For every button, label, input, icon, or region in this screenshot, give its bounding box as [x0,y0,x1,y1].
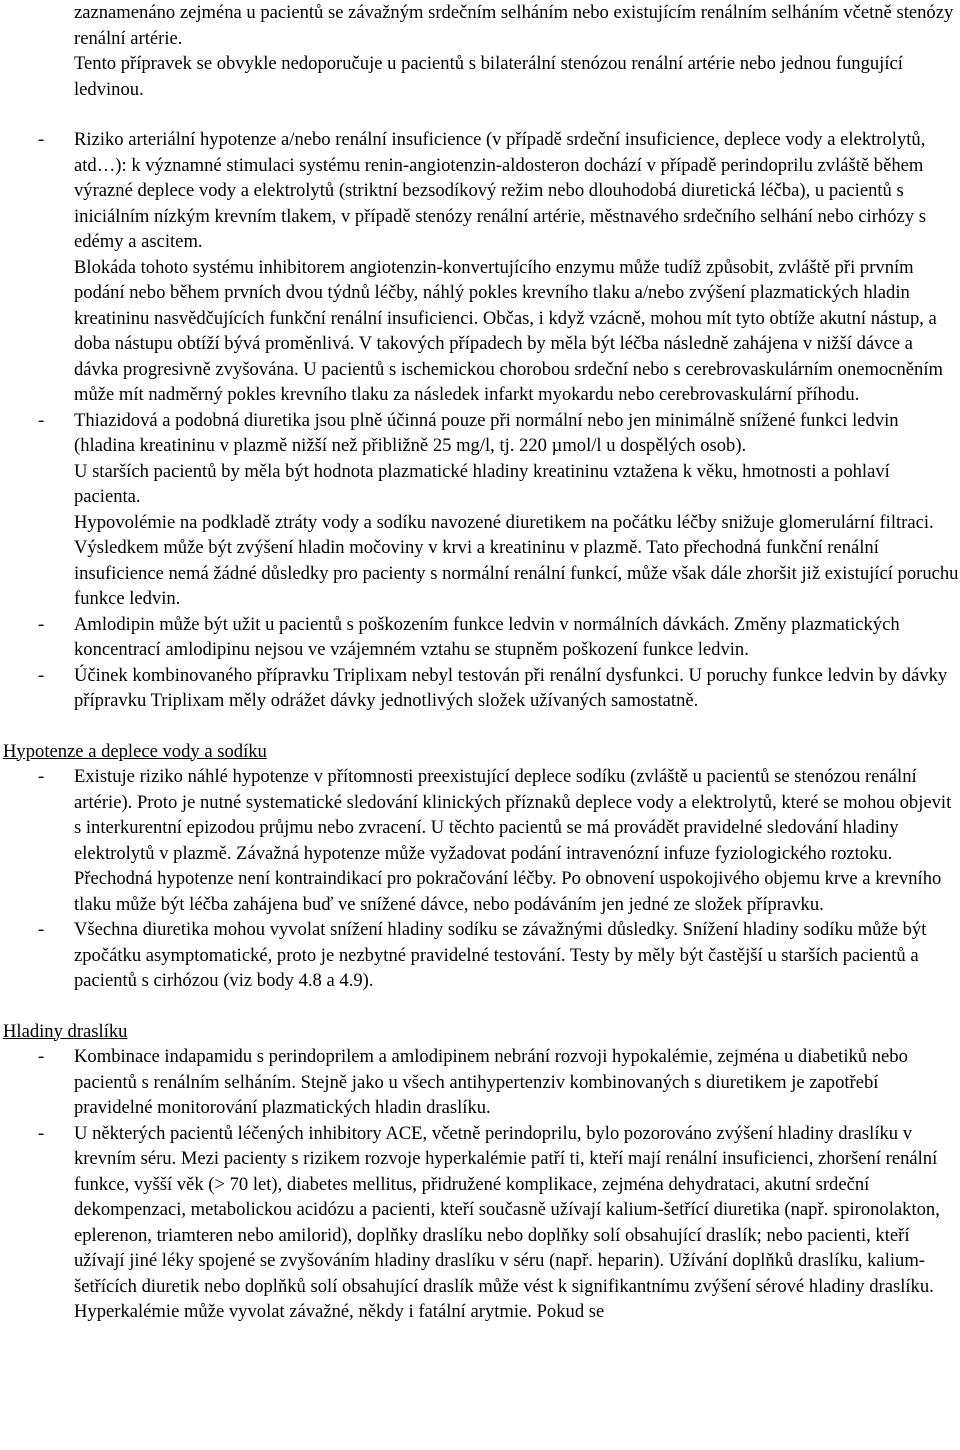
intro-block [74,0,960,102]
section-heading-hypotension: Hypotenze a deplece vody a sodíku [3,740,267,762]
bullet-dash: - [38,664,45,686]
spacer [0,714,960,739]
list-item [0,917,960,994]
spacer [0,994,960,1019]
bullet-dash: - [38,1122,45,1144]
list-item-body [74,408,960,612]
list-item-body: U některých pacientů léčených inhibitory ACE, včetně perindoprilu, bylo pozorováno zvýšení hladiny draslíku v krevním séru. Mezi pacienty s rizikem rozvoje hyperkalémie patří ti, kteří mají renální insuficienci, zhoršení renální funkce, vyšší věk (> 70 let), diabetes mellitus, přidružené komplikace, zejména dehydrataci, akutní srdeční dekompenzaci, metabolickou acidózu a pacienti, kteří současně užívají kalium-šetřící diuretika (např. spironolakton, eplerenon, triamteren nebo amilorid), doplňky draslíku nebo doplňky solí obsahující draslík; nebo pacienti, kteří užívají jiné léky spojené se zvyšováním hladiny draslíku v séru (např. heparin). Užívání doplňků draslíku, kalium-šetřících diuretik nebo doplňků solí obsahující draslík může vést k signifikantnímu zvýšení sérové hladiny draslíku. Hyperkalémie může vyvolat závažné, někdy i fatální arytmie. Pokud se [74,1122,940,1322]
paragraph: Riziko arteriální hypotenze a/nebo renální insuficience (v případě srdeční insuficience, deplece vody a elektrolytů, atd…): k významné stimulaci systému renin-angiotenzin-aldosteron dochází v případě perindoprilu zvláště během výrazné deplece vody a elektrolytů (striktní bezsodíkový režim nebo dlouhodobá diuretická léčba), u pacientů s iniciálním nízkým krevním tlakem, v případě stenózy renální artérie, městnavého srdečního selhání nebo cirhózy s edémy a ascitem. [74,129,926,252]
list-item [0,1121,960,1325]
paragraph: Blokáda tohoto systému inhibitorem angiotenzin-konvertujícího enzymu může tudíž způsobit, zvláště při prvním podání nebo během prvních dvou týdnů léčby, náhlý pokles krevního tlaku a/nebo zvýšení plazmatických hladin kreatininu nasvědčujících funkční renální insuficienci. Občas, i když vzácně, mohou mít tyto obtíže akutní nástup, a doba nástupu obtíží bývá proměnlivá. V takových případech by měla být léčba následně zahájena v nižší dávce a dávka progresivně zvyšována. U pacientů s ischemickou chorobou srdeční nebo s cerebrovaskulárním onemocněním může mít nadměrný pokles krevního tlaku za následek infarkt myokardu nebo cerebrovaskulární příhodu. [74,256,943,405]
bullet-dash: - [38,919,45,940]
paragraph: Thiazidová a podobná diuretika jsou plně účinná pouze při normální nebo jen minimálně snížené funkci ledvin (hladina kreatininu v plazmě nižší než přibližně 25 mg/l, tj. 220 µmol/l u dospělých osob). [74,409,899,456]
list-item-body [74,663,960,714]
list-item [0,612,960,663]
list-item [0,127,960,408]
paragraph: Amlodipin může být užit u pacientů s poškozením funkce ledvin v normálních dávkách. Změny plazmatických koncentrací amlodipinu nejsou ve vzájemném vztahu se stupněm poškození funkce ledvin. [74,613,900,660]
paragraph: zaznamenáno zejména u pacientů se závažným srdečním selháním nebo existujícím renálním selháním včetně stenózy renální artérie. [74,2,954,49]
bullet-dash: - [38,129,45,150]
list-item-body [74,612,960,663]
list-item-body [74,127,960,408]
bullet-dash: - [38,1046,45,1067]
bullet-dash: - [38,766,45,787]
list-item [0,663,960,714]
list-item [0,408,960,612]
list-item [0,764,960,917]
bullet-dash: - [38,409,45,431]
paragraph: U starších pacientů by měla být hodnota plazmatické hladiny kreatininu vztažena k věku, hmotnosti a pohlaví pacienta. [74,460,890,507]
list-item-body: Existuje riziko náhlé hypotenze v přítomnosti preexistující deplece sodíku (zvláště u pacientů se stenózou renální artérie). Proto je nutné systematické sledování klinických příznaků deplece vody a elektrolytů, které se mohou objevit s interkurentní epizodou průjmu nebo zvracení. U těchto pacientů se má provádět pravidelné sledování hladiny elektrolytů v plazmě. Závažná hypotenze může vyžadovat podání intravenózní infuze fyziologického roztoku. Přechodná hypotenze není kontraindikací pro pokračování léčby. Po obnovení uspokojivého objemu krve a krevního tlaku může být léčba zahájena buď ve snížené dávce, nebo podáváním jen jedné ze složek přípravku. [74,766,952,915]
bullet-dash: - [38,613,45,635]
spacer [0,102,960,127]
paragraph: Účinek kombinovaného přípravku Triplixam nebyl testován při renální dysfunkci. U poruchy funkce ledvin by dávky přípravku Triplixam měly odrážet dávky jednotlivých složek užívaných samostatně. [74,664,948,711]
list-item-body: Všechna diuretika mohou vyvolat snížení hladiny sodíku se závažnými důsledky. Snížení hladiny sodíku může být zpočátku asymptomatické, proto je nezbytné pravidelné testování. Testy by měly být častější u starších pacientů a pacientů s cirhózou (viz body 4.8 a 4.9). [74,919,927,991]
paragraph: Hypovolémie na podkladě ztráty vody a sodíku navozené diuretikem na počátku léčby snižuje glomerulární filtraci. Výsledkem může být zvýšení hladin močoviny v krvi a kreatininu v plazmě. Tato přechodná funkční renální insuficience nemá žádné důsledky pro pacienty s normální renální funkcí, může však dále zhoršit již existující poruchu funkce ledvin. [74,511,959,609]
paragraph: Tento přípravek se obvykle nedoporučuje u pacientů s bilaterální stenózou renální artérie nebo jednou fungující ledvinou. [74,53,903,100]
list-item-body: Kombinace indapamidu s perindoprilem a amlodipinem nebrání rozvoji hypokalémie, zejména u diabetiků nebo pacientů s renálním selháním. Stejně jako u všech antihypertenziv kombinovaných s diuretikem je zapotřebí pravidelné monitorování plazmatických hladin draslíku. [74,1046,908,1118]
list-item [0,1044,960,1121]
section-heading-potassium: Hladiny draslíku [3,1020,128,1042]
